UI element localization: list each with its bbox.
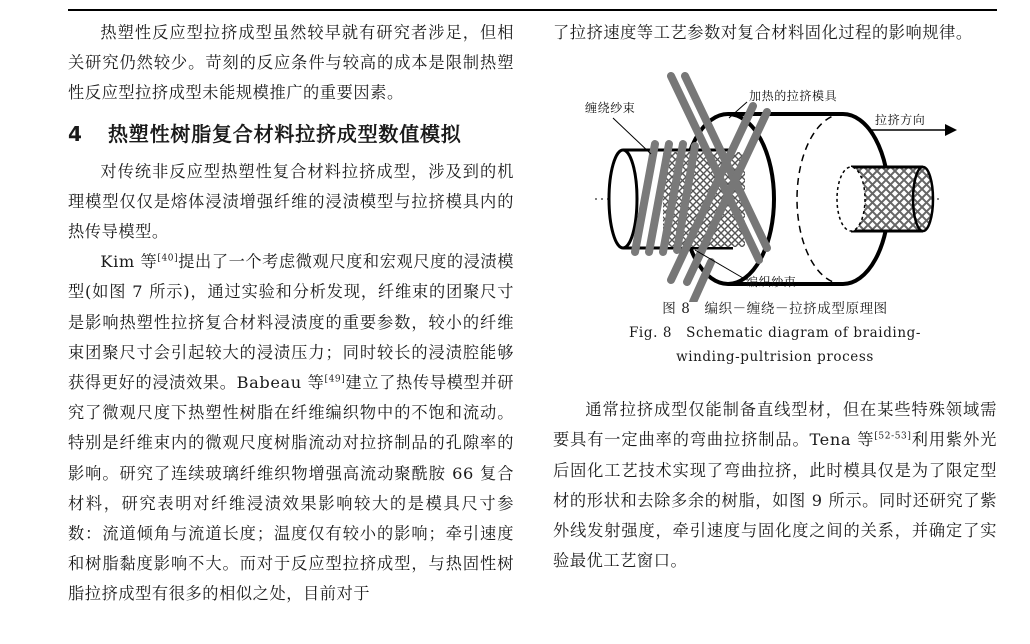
section-heading xyxy=(68,119,514,149)
figure-caption-english-line2: winding-pultrision process xyxy=(676,349,874,366)
left-column xyxy=(68,18,514,610)
paragraph-text: Kim 等 xyxy=(100,252,158,272)
figure-8 xyxy=(553,72,997,377)
section-number: 4 xyxy=(68,121,83,146)
paragraph-mechanism-models: 对传统非反应型热塑性复合材料拉挤成型，涉及到的机理模型仅仅是熔体浸渍增强纤维的浸渍模型与拉挤模具内的热传导模型。 xyxy=(68,161,514,242)
section-title: 热塑性树脂复合材料拉挤成型数值模拟 xyxy=(108,121,462,146)
label-braiding-yarn: 编织纱束 xyxy=(746,275,797,290)
label-winding-yarn: 缠绕纱束 xyxy=(585,101,636,116)
paragraph-text: 利用紫外光后固化工艺技术实现了弯曲拉挤，此时模具仅是为了限定型材的形状和去除多余的树脂，如图 9 所示。同时还研究了紫外线发射强度，牵引速度与固化度之间的关系，并确定了实验最优工艺窗口。 xyxy=(553,430,997,571)
paragraph-text: 提出了一个考虑微观尺度和宏观尺度的浸渍模型(如图 7 所示)，通过实验和分析发现，纤维束的团聚尺寸是影响热塑性拉挤复合材料浸渍度的重要参数，较小的纤维束团聚尺寸会引起较大的浸渍压力；同时较长的浸渍腔能够获得更好的浸渍效果。Babeau 等 xyxy=(68,252,515,393)
label-heated-die: 加热的拉挤模具 xyxy=(749,89,838,104)
header-rule xyxy=(68,9,997,11)
paragraph-thermoplastic-reactive: 热塑性反应型拉挤成型虽然较早就有研究者涉足，但相关研究仍然较少。苛刻的反应条件与较高的成本是限制热塑性反应型拉挤成型未能规模推广的重要因素。 xyxy=(68,23,514,103)
pultruded-product xyxy=(837,167,933,231)
right-column xyxy=(553,18,997,576)
citation: [40] xyxy=(157,253,179,264)
paragraph-kim-babeau xyxy=(68,247,514,609)
paragraph-continuation: 了拉挤速度等工艺参数对复合材料固化过程的影响规律。 xyxy=(553,23,973,42)
label-pultrusion-direction: 拉挤方向 xyxy=(875,113,926,128)
braiding-winding-pultrusion-diagram xyxy=(553,72,997,302)
paragraph-curved-pultrusion xyxy=(553,395,997,576)
citation: [49] xyxy=(324,374,346,385)
citation: [52-53] xyxy=(874,432,912,443)
figure-caption-english-line1: Fig. 8 Schematic diagram of braiding- xyxy=(628,325,922,342)
paragraph-text: 建立了热传导模型并研究了微观尺度下热塑性树脂在纤维编织物中的不饱和流动。特别是纤维束内的微观尺度树脂流动对拉挤制品的孔隙率的影响。研究了连续玻璃纤维织物增强高流动聚酰胺 66 复合材料，研究表明对纤维浸渍效果影响较大的是模具尺寸参数：流道倾角与流道长度；温度仅有较小的影响；牵引速度和树脂黏度影响不大。而对于反应型拉挤成型，与热固性树脂拉挤成型有很多的相似之处，目前对于 xyxy=(68,373,514,604)
paragraph-text: 通常拉挤成型仅能制备直线型材，但在某些特殊领域需要具有一定曲率的弯曲拉挤制品。Tena 等 xyxy=(553,400,997,450)
figure-caption-chinese: 图 8 编织－缠绕－拉挤成型原理图 xyxy=(662,301,888,318)
